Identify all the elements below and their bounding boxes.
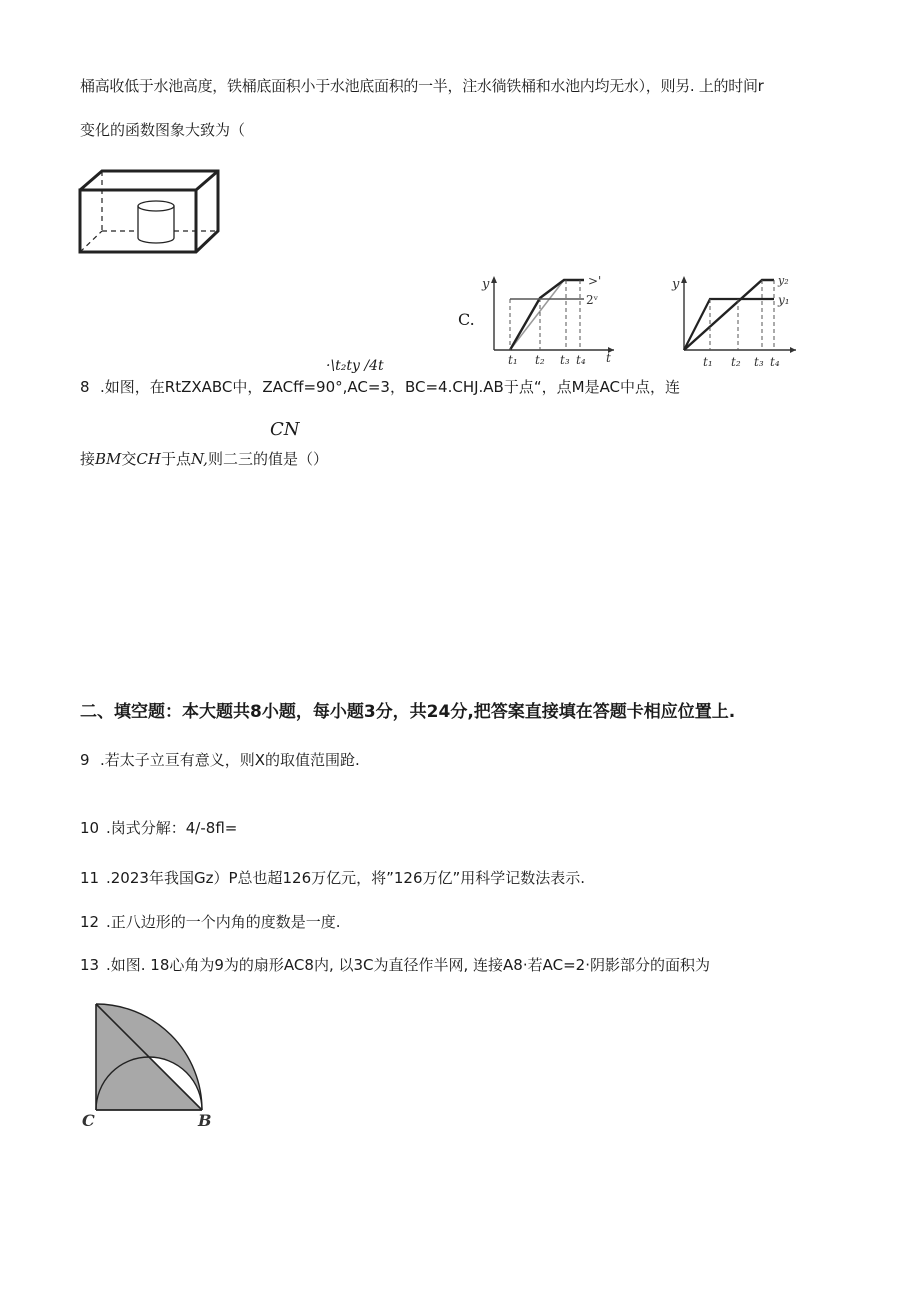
q12-text: .正八边形的一个内角的度数是一度. <box>106 913 341 931</box>
q8-bm: BM <box>95 450 122 468</box>
graph-c-y1-label: >' <box>588 274 602 288</box>
q11-text: .2023年我国Gz）P总也超126万亿元，将”126万亿”用科学记数法表示. <box>106 869 586 887</box>
graph-d-tick-4: t₄ <box>770 355 780 369</box>
q7-line2: 变化的函数图象大致为（ <box>80 121 246 139</box>
graph-d-y2-label: y₂ <box>778 274 789 287</box>
option-c-label: C. <box>458 310 475 329</box>
q8-line2 <box>80 449 328 469</box>
q13-text: .如图. 18心角为9为的扇形AC8内, 以3C为直径作半网, 连接A8·若AC=2·阴影部分的面积为 <box>106 956 710 974</box>
graph-c-x-label: t <box>606 351 611 365</box>
q9-text: .若太子立亘有意义，则X的取值范围跄. <box>100 751 360 769</box>
q13-number: 13 <box>80 956 100 974</box>
graph-d-tick-1: t₁ <box>703 355 713 369</box>
q10-text: .岗式分解：4∕-8fl= <box>106 819 238 837</box>
q8-ch: CH <box>136 450 161 468</box>
graph-d-y1-label: y₁ <box>778 293 790 307</box>
q12-number: 12 <box>80 913 100 931</box>
q11-number: 11 <box>80 869 100 887</box>
q8-line2-suffix: 则二三的值是（） <box>207 450 328 468</box>
q8-number: 8 <box>80 378 90 396</box>
graph-c-tick-1: t₁ <box>508 353 518 367</box>
graph-c-y2-label: 2ᵛ <box>586 293 599 307</box>
q8-line2-mid2: 于点 <box>160 450 191 468</box>
q7-scan-fragment: ·\t₂ty /4t <box>326 358 384 374</box>
q7-tank-figure <box>78 168 222 256</box>
graph-d-tick-2: t₂ <box>731 355 741 369</box>
q8-n: N, <box>191 450 208 468</box>
q8-line2-prefix: 接 <box>80 450 96 468</box>
graph-c-tick-2: t₂ <box>535 353 545 367</box>
q13-label-b: B <box>198 1111 212 1130</box>
graph-c-tick-3: t₃ <box>560 353 570 367</box>
q7-line1: 桶高收低于水池高度，铁桶底面积小于水池底面积的一半，注水徜铁桶和水池内均无水），则另. 上的时间r <box>80 77 764 95</box>
q8-line1: .如图，在RtZXABC中，ZACff=90°,AC=3，BC=4.CHJ.AB于点“，点M是AC中点，连 <box>100 378 681 396</box>
section2-heading: 二、填空题：本大题共8小题，每小题3分，共24分,把答案直接填在答题卡相应位置上. <box>80 702 736 722</box>
q10-number: 10 <box>80 819 100 837</box>
q13-sector-figure <box>78 994 218 1134</box>
graph-d <box>670 272 800 372</box>
graph-c-tick-4: t₄ <box>576 353 586 367</box>
q9-number: 9 <box>80 751 90 769</box>
graph-d-tick-3: t₃ <box>754 355 764 369</box>
graph-d-y-label: y <box>672 277 680 292</box>
q8-line2-mid: 交 <box>121 450 137 468</box>
graph-c <box>480 272 618 368</box>
graph-c-y-label: y <box>482 277 490 292</box>
q8-fraction-numerator: CN <box>270 419 300 440</box>
q13-label-c: C <box>82 1111 95 1130</box>
